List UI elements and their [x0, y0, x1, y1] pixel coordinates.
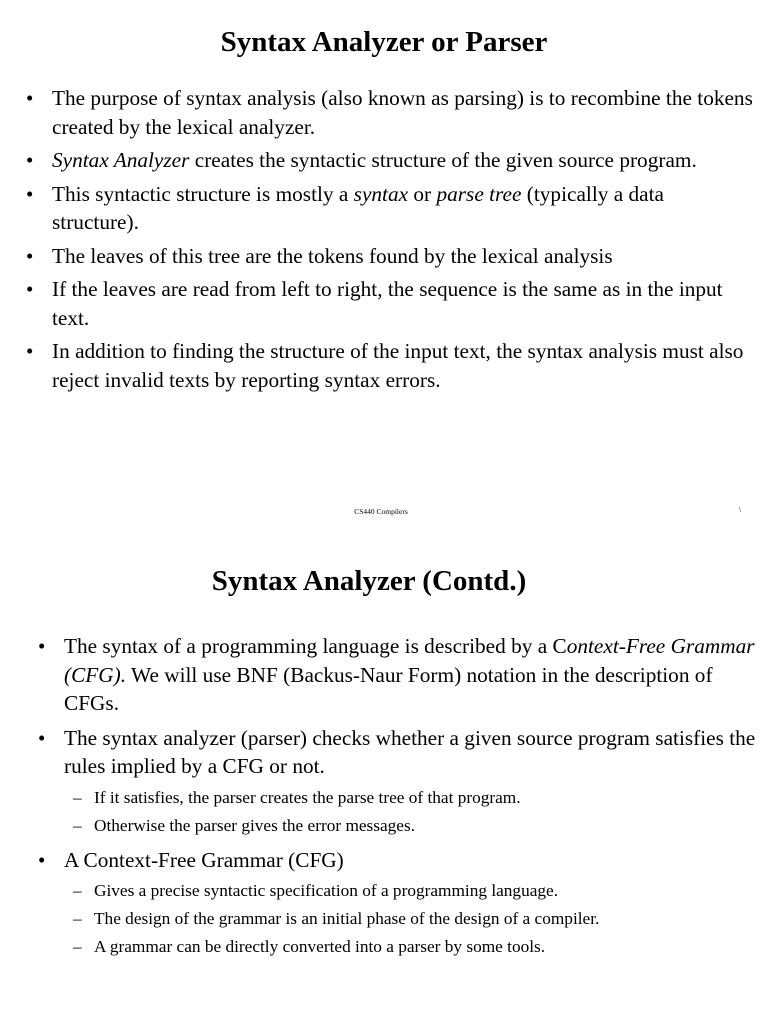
sub-bullet-marker: – [73, 909, 82, 928]
bullet-text: In addition to finding the structure of the input text, the syntax analysis must also reject invalid texts by reporting syntax errors. [52, 339, 744, 392]
bullet-italic-term: parse tree [436, 181, 522, 206]
sub-bullet-text: The design of the grammar is an initial phase of the design of a compiler. [94, 909, 600, 928]
sub-bullet-item [64, 812, 756, 840]
bullet-item [36, 632, 756, 718]
bullet-item [24, 84, 754, 141]
bullet-marker: • [26, 277, 34, 301]
sub-bullet-list [64, 784, 756, 840]
bullet-item [24, 242, 754, 271]
bullet-item [36, 724, 756, 840]
slide-2 [0, 540, 768, 1024]
sub-bullet-marker: – [73, 815, 82, 835]
sub-bullet-text: Gives a precise syntactic specification of a programming language. [94, 881, 559, 900]
sub-bullet-item [64, 784, 756, 812]
slide-footer: CS440 Compilers [354, 507, 408, 516]
sub-bullet-item [64, 933, 756, 961]
slide-1-title: Syntax Analyzer or Parser [220, 26, 548, 58]
sub-bullet-marker: – [73, 881, 82, 900]
bullet-item [24, 337, 754, 394]
bullet-text: The syntax analyzer (parser) checks whether a given source program satisfies the rules implied by a CFG or not. [64, 725, 756, 778]
sub-bullet-text: If it satisfies, the parser creates the parse tree of that program. [94, 787, 521, 807]
bullet-marker: • [38, 725, 46, 750]
bullet-item [24, 146, 754, 175]
bullet-text: The syntax of a programming language is described by a C [64, 634, 567, 658]
bullet-item [24, 180, 754, 237]
bullet-item [24, 275, 754, 332]
bullet-text: The purpose of syntax analysis (also known as parsing) is to recombine the tokens created by the lexical analyzer. [52, 86, 753, 139]
bullet-item [36, 846, 756, 962]
bullet-text: creates the syntactic structure of the given source program. [189, 148, 697, 172]
bullet-italic-term: Syntax Analyzer [52, 148, 190, 172]
sub-bullet-text: A grammar can be directly converted into a parser by some tools. [94, 937, 546, 956]
bullet-text: We will use BNF (Backus-Naur Form) notation in the description of CFGs. [64, 662, 713, 715]
sub-bullet-marker: – [73, 787, 82, 807]
sub-bullet-text: Otherwise the parser gives the error messages. [94, 815, 416, 835]
bullet-marker: • [26, 181, 34, 206]
bullet-text: The leaves of this tree are the tokens found by the lexical analysis [52, 243, 613, 268]
bullet-marker: • [26, 86, 34, 110]
sub-bullet-item [64, 877, 756, 905]
bullet-text: (typically a data structure). [52, 181, 664, 234]
sub-bullet-list [64, 877, 756, 961]
bullet-marker: • [38, 634, 46, 658]
sub-bullet-marker: – [73, 937, 82, 956]
bullet-text: A Context-Free Grammar (CFG) [64, 847, 344, 872]
sub-bullet-item [64, 905, 756, 933]
bullet-marker: • [26, 148, 34, 172]
bullet-marker: • [26, 339, 34, 363]
slide-2-title: Syntax Analyzer (Contd.) [211, 565, 527, 597]
bullet-marker: • [38, 847, 46, 872]
bullet-italic-term: ontext-Free Grammar (CFG). [64, 634, 755, 687]
bullet-italic-term: syntax [353, 181, 409, 206]
slide-1-bullet-list [24, 84, 754, 399]
slide-2-bullet-list [36, 632, 756, 967]
slide-page-mark: \ [739, 505, 742, 514]
bullet-text: If the leaves are read from left to right, the sequence is the same as in the input text. [52, 277, 723, 330]
bullet-text: or [408, 181, 437, 206]
bullet-marker: • [26, 243, 34, 268]
bullet-text: This syntactic structure is mostly a [52, 181, 354, 206]
